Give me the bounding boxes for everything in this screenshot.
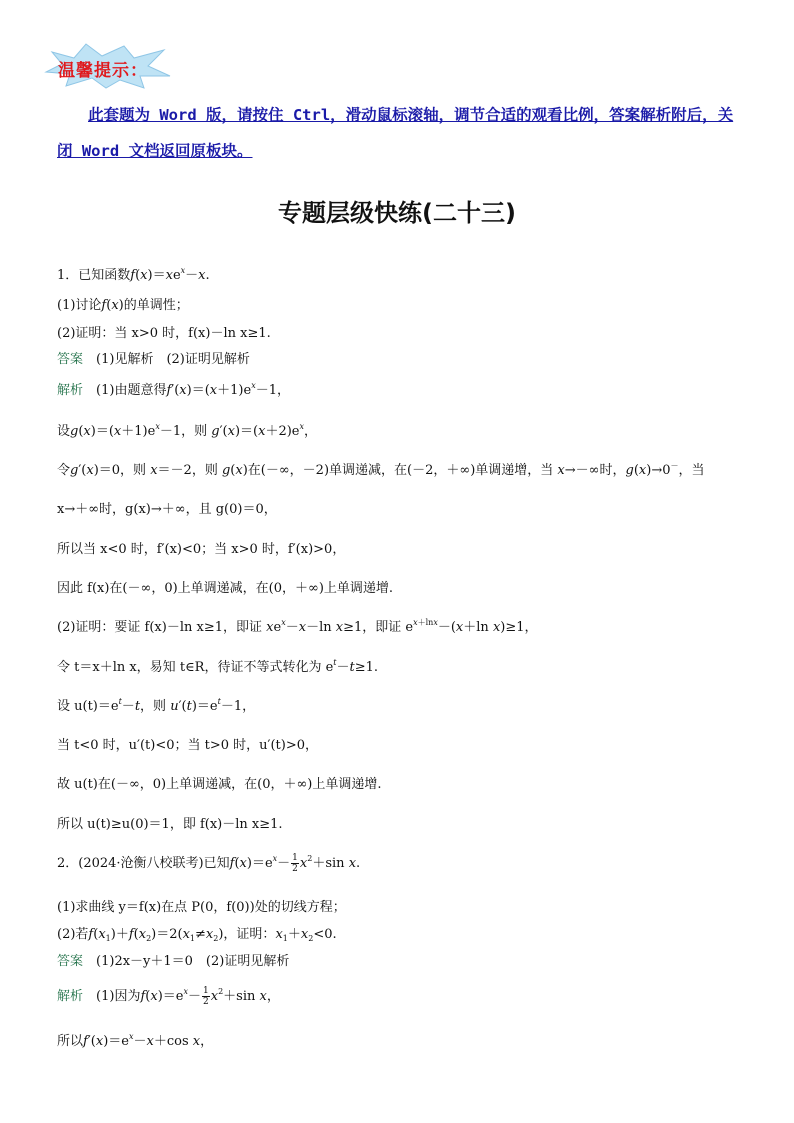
p1-s2: 设$g(x)=(x+1)e^x-1$，则 $g'(x)=(x+2)e^x$， <box>57 422 318 439</box>
p2-q2: (2)若$f(x_1)+f(x_2)=2(x_1\ne x_2)$，证明：$x_1+x_2<0$. <box>57 927 337 943</box>
page-title: 专题层级快练(二十三) <box>278 199 516 227</box>
p1-s12: 所以 u(t)≥u(0)＝1，即 f(x)－ln x≥1. <box>57 817 283 832</box>
p1-s7: (2)证明：要证 f(x)－ln x≥1，即证 $xe^x-x-\ln$ x≥1，即证 $e^{x+lnx}-(x+\ln$ x)≥1， <box>57 618 538 635</box>
p2-answer: 答案 (1)2x－y＋1＝0 (2)证明见解析 <box>57 954 290 969</box>
p2-s1: 解析 (1)因为$f(x)=e^x-$ $\frac{1}{2}$ $x^2+\sin$ x， <box>57 986 280 1007</box>
notice-text: 此套题为 Word 版，请按住 Ctrl，滑动鼠标滚轴，调节合适的观看比例，答案解析附后，关闭 Word 文档返回原板块。 <box>57 106 734 160</box>
p2-s2: 所以$f'(x)=e^x-x+\cos$ x， <box>57 1032 214 1049</box>
p1-s1: 解析 (1)由题意得$f'(x)=(x+1)e^x-1$， <box>57 381 290 398</box>
p2-q1: (1)求曲线 y＝f(x)在点 P(0，f(0))处的切线方程； <box>57 900 346 915</box>
p1-answer: 答案 (1)见解析 (2)证明见解析 <box>57 352 250 367</box>
p1-s9: 设 $u(t)=e^t-t$，则 $u'(t)=e^t-1$， <box>57 697 256 714</box>
p1-s11: 故 u(t)在(－∞，0)上单调递减，在(0，＋∞)上单调递增. <box>57 777 382 792</box>
p1-s4: x→＋∞时，g(x)→＋∞，且 g(0)＝0， <box>57 502 277 517</box>
tip-badge <box>44 42 174 90</box>
p1-s3: 令g′(x)＝0，则 x＝－2，则 g(x)在(－∞，－2)单调递减，在(－2，＋∞)单调递增，当 x→－∞时，g(x)→0－，当 <box>57 461 705 478</box>
p1-s10: 当 t<0 时，u′(t)<0；当 t>0 时，u′(t)>0， <box>57 738 319 753</box>
p1-stem: 1．已知函数$f(x)=xe^x-x$. <box>57 266 210 283</box>
p1-s8: 令 t＝x＋ln x，易知 t∈R，待证不等式转化为 $e^t-t\ge 1$. <box>57 658 379 675</box>
p2-stem: 2．(2024·沧衡八校联考)已知$f(x)=e^x-$ $\frac{1}{2}$ $x^2+\sin$ x. <box>57 853 361 874</box>
p1-q1: (1)讨论f(x)的单调性； <box>57 298 189 313</box>
tip-label: 温馨提示： <box>58 61 148 81</box>
p1-s6: 因此 f(x)在(－∞，0)上单调递减，在(0，＋∞)上单调递增. <box>57 581 394 596</box>
p1-q2: (2)证明：当 x>0 时，f(x)－ln x≥1. <box>57 326 271 341</box>
p1-s5: 所以当 x<0 时，f′(x)<0；当 x>0 时，f′(x)>0， <box>57 542 346 557</box>
